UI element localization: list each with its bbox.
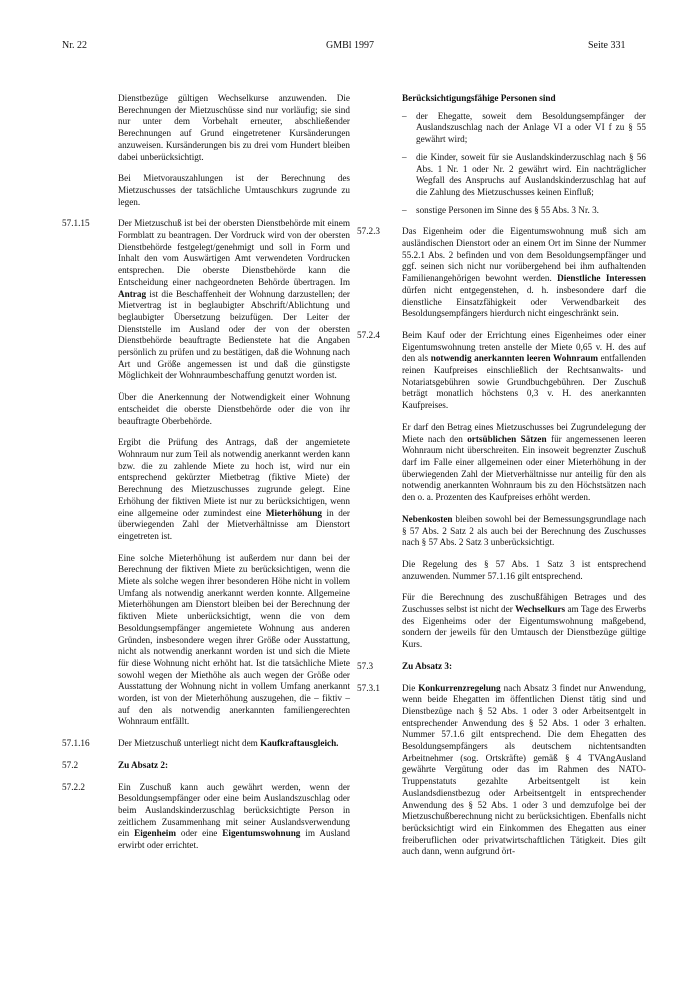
section-body (118, 738, 350, 750)
section-number: 57.2.3 (357, 226, 380, 237)
section-number: 57.1.16 (62, 738, 90, 749)
section-number: 57.3 (357, 660, 374, 671)
page-header (0, 40, 700, 54)
right-column (357, 93, 646, 868)
paragraph: Nebenkosten bleiben sowohl bei der Bemessungsgrundlage nach § 57 Abs. 2 Satz 2 als auch bei der Berechnung des Zuschusses nach § 57 Abs. 2 Satz 3 unberücksichtigt. (402, 513, 646, 548)
left-column (62, 93, 350, 862)
issue-number: Nr. 22 (62, 40, 87, 51)
page-number: Seite 331 (588, 40, 626, 51)
persons-block (357, 93, 646, 216)
paragraph: Dienstbezüge gültigen Wechselkurse anzuwenden. Die Berechnungen der Mietzuschüsse sind nur vorläufig; sie sind nur unter dem Vorbehalt erneuter, abschließender Berechnungen auf Grund eingetretener Kursänderungen anzuweisen. Kursänderungen bis zu drei vom Hundert bleiben dabei unberücksichtigt. (118, 93, 350, 162)
section-57-3 (357, 661, 646, 673)
section-number: 57.3.1 (357, 682, 380, 693)
paragraph: Die Regelung des § 57 Abs. 1 Satz 3 ist entsprechend anzuwenden. Nummer 57.1.16 gilt entsprechend. (402, 558, 646, 581)
section-57-1-16 (62, 738, 350, 750)
section-number: 57.2.4 (357, 329, 380, 340)
paragraph: Eine solche Mieterhöhung ist außerdem nur dann bei der Berechnung der fiktiven Miete zu berücksichtigen, wenn die Miete als solche wegen ihrer besonderen Höhe nicht in vollem Umfang als notwendig anerkannt werden konnte. Allgemeine Mieterhöhungen am Dienstort bleiben bei der Berechnung der fiktiven Miete unberücksichtigt, wenn die von dem Besoldungsempfänger angemietete Wohnung aus anderen Gründen, insbesondere wegen ihrer Größe oder Ausstattung, nicht als notwendig anerkannt worden ist und sich die Miete für diese Wohnung nicht erhöht hat. Ist die tatsächliche Miete sowohl wegen der Miethöhe als auch wegen der Größe oder Ausstattung der Wohnung nicht in vollem Umfang anerkannt worden, ist von der Mieterhöhung auszugehen, die – fiktiv – auf den als notwendig anerkannten familiengerechten Wohnraum entfällt. (118, 552, 350, 727)
section-body (118, 782, 350, 852)
section-57-3-1 (357, 683, 646, 859)
section-body (402, 226, 646, 320)
paragraph: Beim Kauf oder der Errichtung eines Eigenheimes oder einer Eigentumswohnung treten anstelle der Miete 0,65 v. H. des auf den als notwendig anerkannten leeren Wohnraum entfallenden reinen Kaufpreises einschließlich der Rechtsanwalts- und Notariatsgebühren sowie Grundbuchgebühren. Der Zuschuß beträgt monatlich höchstens 0,3 v. H. des anerkannten Kaufpreises. (402, 329, 646, 411)
section-body (402, 683, 646, 859)
section-number: 57.2.2 (62, 781, 85, 792)
paragraph: Über die Anerkennung der Notwendigkeit einer Wohnung entscheidet die oberste Dienstbehörde oder die von ihr beauftragte Oberbehörde. (118, 392, 350, 426)
paragraph: Die Konkurrenzregelung nach Absatz 3 findet nur Anwendung, wenn beide Ehegatten im öffentlichen Dienst tätig sind und Dienstbezüge nach § 52 Abs. 1 oder 3 oder Arbeitsentgelt in entsprechender Anwendung des § 52 Abs. 1 oder 3 erhalten. Nummer 57.1.6 gilt entsprechend. Die dem Ehegatten des Besoldungsempfängers als deutschem nichtentsandten Arbeitnehmer (sog. Ortskräfte) gemäß § 4 TVAngAusland gewährte Vergütung oder das im Rahmen des NATO-Truppenstatuts gezahlte Arbeitsentgelt ist kein Auslandsdienstbezug oder Arbeitsentgelt in entsprechender Anwendung des § 52 Abs. 1 oder 3 und demzufolge bei der Mietzuschußberechnung nicht zu berücksichtigen. Ebenfalls nicht berücksichtigt wird ein Einkommen des Ehegatten aus einer freiberuflichen oder privatwirtschaftlichen Tätigkeit. Dies gilt auch dann, wenn aufgrund ört- (402, 682, 646, 857)
paragraph: Ergibt die Prüfung des Antrags, daß der angemietete Wohnraum nur zum Teil als notwendig anerkannt werden kann bzw. die zu zahlende Miete zu hoch ist, wird nur ein entsprechend gekürzter Mietbetrag (fiktive Miete) der Berechnung des Mietzuschusses zugrunde gelegt. Eine Erhöhung der fiktiven Miete ist nur zu berücksichtigen, wenn eine allgemeine oder zumindest eine Mieterhöhung in der überwiegenden Zahl der Mietverhältnisse am Dienstort eingetreten ist. (118, 437, 350, 541)
dash-item: – der Ehegatte, soweit dem Besoldungsempfänger der Auslandszuschlag nach der Anlage VI a oder VI f zu § 55 gewährt wird; (402, 110, 646, 145)
paragraph: Der Mietzuschuß ist bei der obersten Dienstbehörde mit einem Formblatt zu beantragen. Der Vordruck wird von der obersten Dienstbehörde festgelegt/genehmigt und soll in Form und Inhalt den vom Auswärtigen Amt verwendeten Vordrucken entsprechen. Die oberste Dienstbehörde kann die Entscheidung einer nachgeordneten Behörde übertragen. Im Antrag ist die Beschaffenheit der Wohnung darzustellen; der Mietvertrag ist in beglaubigter Abschrift/Ablichtung und beglaubigter Übersetzung beizufügen. Der Leiter der Dienststelle im Ausland oder der von der obersten Dienstbehörde beauftragte Bedienstete hat die Angaben persönlich zu prüfen und zu bestätigen, daß die Wohnung nach Art und Größe angemessen ist und daß die günstigste Möglichkeit der Wohnraumbeschaffung genutzt worden ist. (118, 218, 350, 381)
section-body (402, 330, 646, 651)
section-heading: Zu Absatz 3: (402, 660, 453, 671)
section-number: 57.2 (62, 759, 79, 770)
section-body (118, 218, 350, 728)
paragraph: Das Eigenheim oder die Eigentumswohnung muß sich am ausländischen Dienstort oder an einem Ort im Sinne der Nummer 55.2.1 Abs. 2 befinden und von dem Besoldungsempfänger und ggf. seinen sich nicht nur vorübergehend bei ihm aufhaltenden Familienangehörigen bewohnt werden. Dienstliche Interessen dürfen nicht entgegenstehen, d. h. insbesondere darf die dienstliche Einsatzfähigkeit oder Verwendbarkeit des Besoldungsempfängers hierdurch nicht eingeschränkt sein. (402, 226, 647, 319)
paragraph: Er darf den Betrag eines Mietzuschusses bei Zugrundelegung der Miete nach den ortsüblichen Sätzen für angemessenen leeren Wohnraum nicht überschreiten. Ein insoweit begrenzter Zuschuß darf im Falle einer allgemeinen oder einer Mieterhöhung in der überwiegenden Zahl der Mietverhältnisse nur anteilig für den als notwendig anerkannten Wohnraum bis zu den Höchstsätzen nach den o. a. Prozenten des Kaufpreises erhöht werden. (402, 421, 646, 503)
paragraph: Bei Mietvorauszahlungen ist der Berechnung des Mietzuschusses der tatsächliche Umtauschkurs zugrunde zu legen. (118, 173, 350, 207)
dash-item: – sonstige Personen im Sinne des § 55 Abs. 3 Nr. 3. (402, 204, 599, 215)
section-57-2-2 (62, 782, 350, 852)
section-57-2-3 (357, 226, 646, 320)
paragraph: Ein Zuschuß kann auch gewährt werden, wenn der Besoldungsempfänger oder eine beim Auslandszuschlag oder beim Auslandskinderzuschlag berücksichtigte Person in zeitlichem Zusammenhang mit seiner Auslandsverwendung ein Eigenheim oder eine Eigentumswohnung im Ausland erwirbt oder errichtet. (118, 781, 350, 851)
section-number: 57.1.15 (62, 218, 90, 229)
section-57-1-15 (62, 218, 350, 728)
section-57-2-4 (357, 330, 646, 651)
paragraph: Für die Berechnung des zuschußfähigen Betrages und des Zuschusses selbst ist nicht der Wechselkurs am Tage des Erwerbs des Eigenheims oder der Eigentumswohnung maßgebend, sondern der jeweils für den Umtausch der Dienstbezüge gültige Kurs. (402, 592, 647, 650)
section-57-2 (62, 760, 350, 772)
section-heading: Zu Absatz 2: (118, 759, 169, 770)
paragraph: Der Mietzuschuß unterliegt nicht dem Kaufkraftausgleich. (118, 738, 339, 749)
dash-item: – die Kinder, soweit für sie Auslandskinderzuschlag nach § 56 Abs. 1 Nr. 1 oder Nr. 2 gewährt wird. Ein nachträglicher Wegfall des Anspruchs auf Auslandskinderzuschlag hat auf die Zahlung des Mietzuschusses keinen Einfluß; (402, 151, 646, 197)
persons-heading: Berücksichtigungsfähige Personen sind (402, 93, 556, 103)
journal-title: GMBl 1997 (326, 40, 375, 51)
